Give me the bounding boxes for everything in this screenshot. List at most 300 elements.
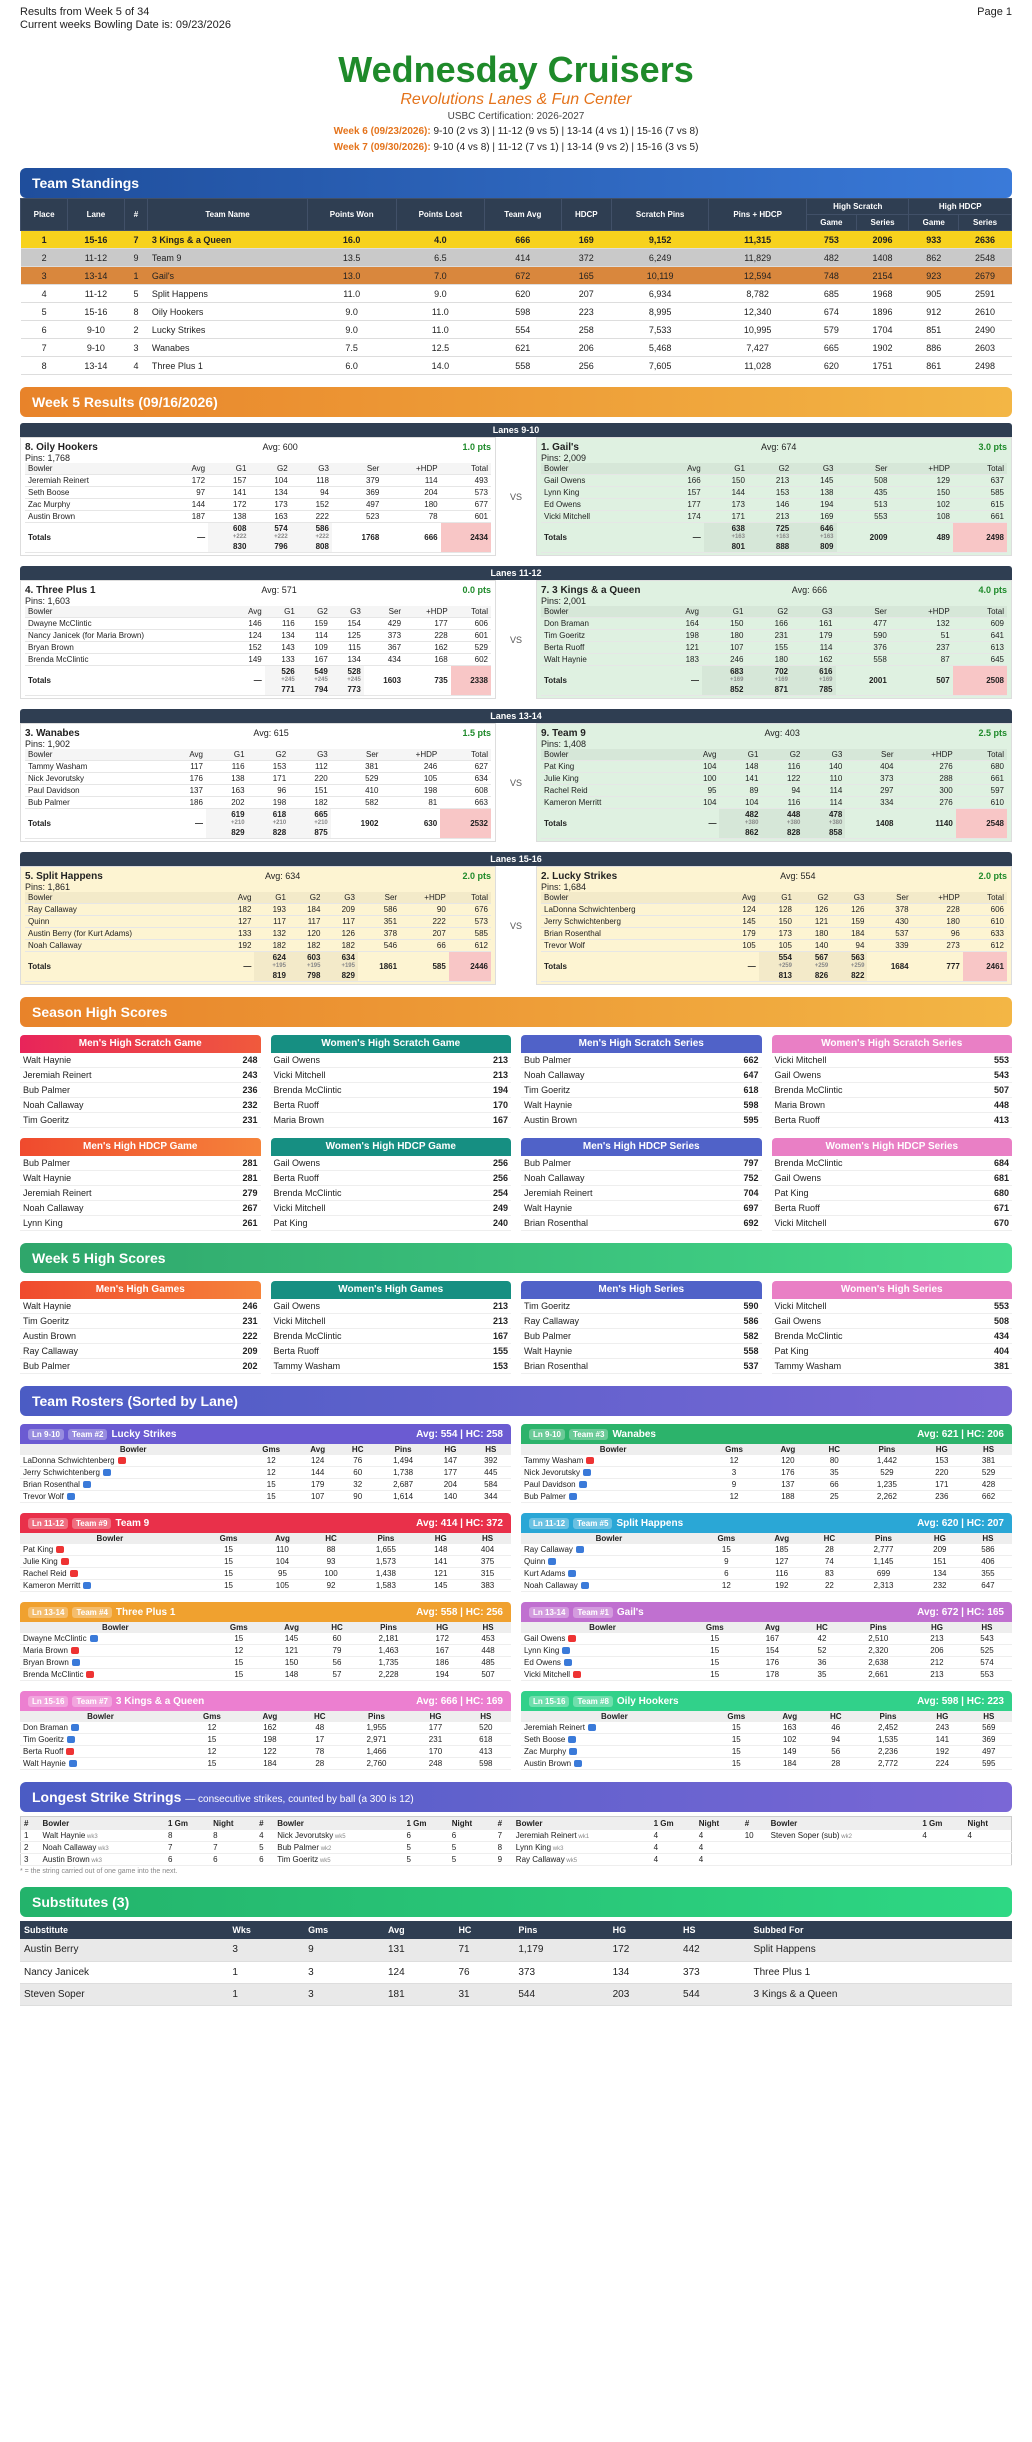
score-value: 671 bbox=[993, 1203, 1009, 1213]
string-night: 4 bbox=[696, 1854, 742, 1866]
standings-header: Team Standings bbox=[20, 168, 1012, 198]
score-cell: 641 bbox=[953, 630, 1007, 642]
high-score-row bbox=[271, 1113, 512, 1128]
scratch-game-total: 586 bbox=[315, 524, 329, 533]
score-cell: Quinn bbox=[25, 916, 220, 928]
totals-cell: 1861 bbox=[358, 952, 400, 982]
high-score-row bbox=[772, 1083, 1013, 1098]
roster-title bbox=[529, 1696, 679, 1707]
score-cell: 300 bbox=[897, 785, 956, 797]
roster-col-header: HS bbox=[965, 1444, 1012, 1455]
roster-cell: 224 bbox=[919, 1758, 965, 1770]
totals-cell: Totals bbox=[541, 809, 677, 839]
roster-col-header: HS bbox=[964, 1533, 1012, 1544]
roster-title bbox=[28, 1607, 175, 1618]
roster-cell: 12 bbox=[705, 1455, 763, 1467]
scratch-game-total: 624 bbox=[272, 953, 286, 962]
score-col-header: G1 bbox=[702, 606, 747, 618]
standings-cell: 912 bbox=[909, 303, 959, 321]
standings-cell: 748 bbox=[807, 267, 857, 285]
score-value: 194 bbox=[492, 1085, 508, 1095]
team-avg: Avg: 403 bbox=[764, 728, 800, 738]
high-score-row bbox=[521, 1171, 762, 1186]
score-cell: 179 bbox=[722, 928, 758, 940]
team-name: 5. Split Happens bbox=[25, 871, 103, 882]
totals-cell: 1684 bbox=[867, 952, 911, 982]
roster-cell: 2,777 bbox=[851, 1544, 916, 1556]
male-icon bbox=[103, 1469, 111, 1476]
high-score-row bbox=[521, 1113, 762, 1128]
roster-cell: 121 bbox=[417, 1568, 464, 1580]
male-icon bbox=[69, 1760, 77, 1767]
high-score-row bbox=[271, 1329, 512, 1344]
score-col-header: Avg bbox=[167, 463, 209, 475]
roster-cell: 149 bbox=[765, 1746, 815, 1758]
roster-col-header: Bowler bbox=[20, 1533, 200, 1544]
string-night: 5 bbox=[449, 1854, 495, 1866]
high-score-row bbox=[271, 1083, 512, 1098]
score-cell: 183 bbox=[657, 654, 702, 666]
score-cell: 493 bbox=[441, 475, 491, 487]
score-col-header: G3 bbox=[289, 749, 331, 761]
roster-cell: 167 bbox=[419, 1645, 465, 1657]
high-score-card-title: Women's High HDCP Series bbox=[772, 1138, 1013, 1156]
roster-cell: 232 bbox=[916, 1580, 964, 1592]
score-col-header: +HDP bbox=[382, 463, 440, 475]
subs-col-header: Substitute bbox=[20, 1921, 228, 1939]
standings-cell: 9.0 bbox=[307, 321, 396, 339]
roster-cell: 17 bbox=[297, 1734, 343, 1746]
score-cell: 367 bbox=[364, 642, 404, 654]
hdcp-game-total: 871 bbox=[774, 685, 788, 694]
game-hdcp: +169 bbox=[774, 677, 788, 683]
roster-cell: 1,145 bbox=[851, 1556, 916, 1568]
team-pins: Pins: 1,861 bbox=[25, 882, 71, 892]
standings-cell: 933 bbox=[909, 231, 959, 249]
score-value: 202 bbox=[242, 1361, 258, 1371]
score-cell: 508 bbox=[837, 475, 891, 487]
score-cell: 176 bbox=[164, 773, 206, 785]
roster-cell: 122 bbox=[243, 1746, 297, 1758]
game-hdcp: +163 bbox=[775, 534, 790, 540]
bowler-name: Bub Palmer bbox=[524, 1331, 572, 1341]
roster-cell: 145 bbox=[267, 1633, 316, 1645]
strings-head-row bbox=[21, 1817, 1012, 1831]
score-col-header: G2 bbox=[746, 606, 791, 618]
score-cell: 434 bbox=[364, 654, 404, 666]
roster-cell: 1,573 bbox=[354, 1556, 417, 1568]
high-score-row bbox=[271, 1068, 512, 1083]
score-value: 662 bbox=[743, 1055, 759, 1065]
score-value: 222 bbox=[242, 1331, 258, 1341]
team-name: 8. Oily Hookers bbox=[25, 442, 98, 453]
bowler-name: Brian Rosenthal bbox=[524, 1361, 589, 1371]
score-cell: 138 bbox=[792, 487, 836, 499]
score-col-header: G2 bbox=[761, 749, 803, 761]
totals-cell: — bbox=[722, 952, 758, 982]
game-hdcp: +210 bbox=[314, 820, 328, 826]
high-score-row bbox=[521, 1053, 762, 1068]
team-points: 2.5 pts bbox=[978, 728, 1007, 738]
roster-head-row bbox=[521, 1711, 1012, 1722]
score-cell: 114 bbox=[803, 785, 845, 797]
totals-cell: Totals bbox=[25, 523, 167, 553]
string-rank: 6 bbox=[256, 1854, 274, 1866]
roster-col-header: Pins bbox=[851, 1533, 916, 1544]
roster-row bbox=[20, 1479, 511, 1491]
standings-col-header: High HDCP bbox=[909, 199, 1012, 215]
score-value: 681 bbox=[993, 1173, 1009, 1183]
male-icon bbox=[579, 1481, 587, 1488]
score-cell: 133 bbox=[220, 928, 255, 940]
bowler-name: Gail Owens bbox=[774, 1316, 822, 1326]
standings-cell: Three Plus 1 bbox=[148, 357, 307, 375]
string-one-game: 6 bbox=[403, 1830, 448, 1842]
standings-cell: 9,152 bbox=[611, 231, 708, 249]
totals-cell: 630 bbox=[381, 809, 440, 839]
score-col-header: Avg bbox=[677, 749, 719, 761]
roster-header bbox=[521, 1691, 1012, 1711]
score-cell: 182 bbox=[323, 940, 358, 952]
sub-row bbox=[20, 1961, 1012, 1983]
score-col-header: +HDP bbox=[404, 606, 451, 618]
game-hdcp: +169 bbox=[729, 677, 744, 683]
standings-cell: 2154 bbox=[856, 267, 909, 285]
roster-row bbox=[20, 1657, 511, 1669]
lane-chip: Ln 13-14 bbox=[28, 1607, 68, 1618]
roster-bowler: Gail Owens bbox=[521, 1633, 684, 1645]
roster-cell: 569 bbox=[966, 1722, 1012, 1734]
totals-cell: 1768 bbox=[332, 523, 382, 553]
roster-cell: 12 bbox=[705, 1491, 763, 1503]
standings-cell: 861 bbox=[909, 357, 959, 375]
bowler-row bbox=[541, 499, 1007, 511]
score-value: 281 bbox=[242, 1173, 258, 1183]
totals-cell: — bbox=[232, 666, 265, 696]
score-cell: 126 bbox=[795, 904, 831, 916]
roster-team-name: Team 9 bbox=[115, 1517, 150, 1529]
roster-title bbox=[28, 1429, 177, 1440]
roster-row bbox=[521, 1556, 1012, 1568]
high-score-row bbox=[772, 1299, 1013, 1314]
sub-cell: 3 bbox=[304, 1961, 384, 1983]
score-cell: 202 bbox=[206, 797, 248, 809]
roster-avg: Avg: 558 | HC: 256 bbox=[416, 1606, 503, 1618]
standings-cell: 207 bbox=[561, 285, 611, 303]
roster-cell: 529 bbox=[856, 1467, 919, 1479]
roster-cell: 248 bbox=[410, 1758, 460, 1770]
score-value: 167 bbox=[492, 1115, 508, 1125]
string-night bbox=[965, 1842, 1012, 1854]
game-hdcp: +380 bbox=[744, 820, 759, 826]
score-value: 434 bbox=[993, 1331, 1009, 1341]
female-icon bbox=[71, 1647, 79, 1654]
score-col-header: Ser bbox=[837, 463, 891, 475]
roster-cell: 1,955 bbox=[343, 1722, 411, 1734]
high-score-row bbox=[521, 1299, 762, 1314]
score-cell: 645 bbox=[953, 654, 1007, 666]
totals-cell: — bbox=[167, 523, 209, 553]
roster-cell: 15 bbox=[200, 1580, 258, 1592]
score-cell: 373 bbox=[845, 773, 896, 785]
score-cell: 376 bbox=[836, 642, 890, 654]
score-cell: 146 bbox=[232, 618, 265, 630]
bowler-name: Vicki Mitchell bbox=[273, 1203, 326, 1213]
roster-bowler: Berta Ruoff bbox=[20, 1746, 181, 1758]
standings-cell: 666 bbox=[485, 231, 562, 249]
high-score-row bbox=[20, 1186, 261, 1201]
score-cell: Nancy Janicek (for Maria Brown) bbox=[25, 630, 232, 642]
game-hdcp: +195 bbox=[272, 963, 286, 969]
roster-cell: 144 bbox=[296, 1467, 339, 1479]
bowler-row bbox=[541, 785, 1007, 797]
string-week: wk3 bbox=[551, 1846, 564, 1852]
high-score-card-title: Women's High Games bbox=[271, 1281, 512, 1299]
bowler-name: Maria Brown bbox=[273, 1115, 325, 1125]
bowler-row bbox=[541, 797, 1007, 809]
score-cell: 51 bbox=[890, 630, 953, 642]
scratch-game-total: 619 bbox=[231, 810, 245, 819]
roster-row bbox=[20, 1722, 511, 1734]
hdcp-game-total: 771 bbox=[281, 685, 295, 694]
standings-cell: 665 bbox=[807, 339, 857, 357]
totals-row bbox=[541, 952, 1007, 982]
totals-cell bbox=[831, 952, 867, 982]
high-score-row bbox=[20, 1201, 261, 1216]
score-col-header: G1 bbox=[265, 606, 298, 618]
standings-cell: 1408 bbox=[856, 249, 909, 267]
bowler-row bbox=[25, 761, 491, 773]
standings-cell: 905 bbox=[909, 285, 959, 303]
score-value: 213 bbox=[492, 1070, 508, 1080]
high-score-row bbox=[772, 1171, 1013, 1186]
roster-cell: 60 bbox=[316, 1633, 358, 1645]
score-value: 256 bbox=[492, 1158, 508, 1168]
score-col-header: G2 bbox=[248, 749, 290, 761]
roster-cell: 15 bbox=[181, 1734, 243, 1746]
standings-cell: 1968 bbox=[856, 285, 909, 303]
bowler-name: Bub Palmer bbox=[23, 1085, 71, 1095]
roster-cell: 167 bbox=[746, 1633, 800, 1645]
score-cell: Don Braman bbox=[541, 618, 657, 630]
bowler-name: Berta Ruoff bbox=[273, 1173, 319, 1183]
week6-pairs: 9-10 (2 vs 3) | 11-12 (9 vs 5) | 13-14 (4 vs 1) | 15-16 (7 vs 8) bbox=[433, 126, 699, 137]
score-value: 684 bbox=[993, 1158, 1009, 1168]
high-score-card bbox=[521, 1035, 762, 1128]
bowler-name: Brenda McClintic bbox=[273, 1188, 342, 1198]
team-result-header bbox=[541, 442, 1007, 453]
roster-card bbox=[521, 1424, 1012, 1503]
roster-cell: 497 bbox=[966, 1746, 1012, 1758]
score-cell: 297 bbox=[845, 785, 896, 797]
roster-row bbox=[521, 1758, 1012, 1770]
score-cell: 153 bbox=[748, 487, 792, 499]
score-value: 381 bbox=[993, 1361, 1009, 1371]
roster-cell: 36 bbox=[799, 1657, 844, 1669]
score-cell: 209 bbox=[323, 904, 358, 916]
high-score-row bbox=[271, 1299, 512, 1314]
roster-header bbox=[521, 1602, 1012, 1622]
roster-cell: 177 bbox=[410, 1722, 460, 1734]
female-icon bbox=[61, 1558, 69, 1565]
strings-col-header: Bowler bbox=[274, 1817, 403, 1831]
string-night: 4 bbox=[965, 1830, 1012, 1842]
score-col-header: Ser bbox=[358, 892, 400, 904]
score-value: 261 bbox=[242, 1218, 258, 1228]
score-cell: 180 bbox=[702, 630, 747, 642]
bowler-row bbox=[541, 904, 1007, 916]
roster-cell: 1,494 bbox=[376, 1455, 430, 1467]
roster-cell: 369 bbox=[966, 1734, 1012, 1746]
score-cell: Jerry Schwichtenberg bbox=[541, 916, 722, 928]
lane-pair-bar: Lanes 11-12 bbox=[20, 566, 1012, 580]
score-cell: 117 bbox=[323, 916, 358, 928]
bowler-row bbox=[25, 487, 491, 499]
strings-col-header: 1 Gm bbox=[651, 1817, 696, 1831]
team-result bbox=[536, 866, 1012, 985]
score-cell: 127 bbox=[220, 916, 255, 928]
roster-row bbox=[521, 1633, 1012, 1645]
roster-cell: 184 bbox=[765, 1758, 815, 1770]
bowler-name: Lynn King bbox=[23, 1218, 63, 1228]
score-cell: 351 bbox=[358, 916, 400, 928]
score-cell: 182 bbox=[220, 904, 255, 916]
totals-row bbox=[25, 523, 491, 553]
roster-bowler: Rachel Reid bbox=[20, 1568, 200, 1580]
roster-cell: 192 bbox=[756, 1580, 808, 1592]
bowler-row bbox=[541, 475, 1007, 487]
score-cell: 177 bbox=[659, 499, 704, 511]
roster-row bbox=[20, 1467, 511, 1479]
male-icon bbox=[574, 1760, 582, 1767]
hdcp-game-total: 829 bbox=[231, 828, 245, 837]
score-cell: 590 bbox=[836, 630, 890, 642]
score-col-header: Bowler bbox=[25, 892, 220, 904]
standings-cell: 14.0 bbox=[396, 357, 484, 375]
roster-cell: 2,236 bbox=[857, 1746, 919, 1758]
string-one-game bbox=[919, 1854, 964, 1866]
game-hdcp: +210 bbox=[272, 820, 287, 826]
score-value: 249 bbox=[492, 1203, 508, 1213]
roster-cell: 177 bbox=[430, 1467, 470, 1479]
score-cell: Berta Ruoff bbox=[541, 642, 657, 654]
roster-col-header: HS bbox=[966, 1711, 1012, 1722]
team-number-chip: Team #2 bbox=[68, 1429, 107, 1440]
strike-strings-footnote: * = the string carried out of one game into the next. bbox=[20, 1868, 178, 1875]
string-bowler: Noah Callaway wk3 bbox=[40, 1842, 165, 1854]
roster-col-header: Avg bbox=[243, 1711, 297, 1722]
score-value: 618 bbox=[743, 1085, 759, 1095]
score-cell: 126 bbox=[831, 904, 867, 916]
score-cell: 144 bbox=[704, 487, 748, 499]
score-cell: 116 bbox=[761, 797, 803, 809]
sub-cell: 544 bbox=[514, 1983, 608, 2005]
roster-col-header: HS bbox=[471, 1444, 511, 1455]
score-head-row bbox=[541, 892, 1007, 904]
roster-cell: 213 bbox=[912, 1633, 962, 1645]
string-night: 6 bbox=[210, 1854, 256, 1866]
roster-cell: 178 bbox=[746, 1669, 800, 1681]
score-cell: 96 bbox=[912, 928, 963, 940]
roster-cell: 15 bbox=[708, 1746, 765, 1758]
score-cell: 105 bbox=[381, 773, 440, 785]
sub-cell: 124 bbox=[384, 1961, 454, 1983]
standings-cell: 7.0 bbox=[396, 267, 484, 285]
roster-cell: 2,320 bbox=[845, 1645, 912, 1657]
score-cell: 144 bbox=[167, 499, 209, 511]
sub-cell: 9 bbox=[304, 1939, 384, 1961]
high-score-row bbox=[521, 1068, 762, 1083]
score-cell: 609 bbox=[953, 618, 1007, 630]
roster-cell: 141 bbox=[919, 1734, 965, 1746]
score-cell: 97 bbox=[167, 487, 209, 499]
score-cell: 213 bbox=[748, 511, 792, 523]
team-number-chip: Team #1 bbox=[573, 1607, 612, 1618]
roster-team-name: Three Plus 1 bbox=[115, 1606, 176, 1618]
score-cell: 125 bbox=[331, 630, 364, 642]
team-points: 1.5 pts bbox=[462, 728, 491, 738]
roster-cell: 107 bbox=[296, 1491, 339, 1503]
roster-card bbox=[521, 1513, 1012, 1592]
roster-cell: 15 bbox=[684, 1669, 745, 1681]
score-cell: Julie King bbox=[541, 773, 677, 785]
totals-cell: Totals bbox=[25, 952, 220, 982]
roster-cell: 150 bbox=[267, 1657, 316, 1669]
lane-chip: Ln 13-14 bbox=[529, 1607, 569, 1618]
roster-cell: 56 bbox=[815, 1746, 857, 1758]
score-cell: 222 bbox=[400, 916, 449, 928]
totals-cell: 2001 bbox=[836, 666, 890, 696]
roster-cell: 699 bbox=[851, 1568, 916, 1580]
totals-cell bbox=[298, 666, 331, 696]
team-number-chip: Team #8 bbox=[573, 1696, 612, 1707]
lane-chip: Ln 15-16 bbox=[529, 1696, 569, 1707]
score-cell: 676 bbox=[449, 904, 491, 916]
subs-col-header: HG bbox=[609, 1921, 679, 1939]
roster-cell: 204 bbox=[430, 1479, 470, 1491]
bowler-name: Pat King bbox=[774, 1346, 809, 1356]
roster-header bbox=[20, 1691, 511, 1711]
center-name: Revolutions Lanes & Fun Center bbox=[400, 91, 632, 108]
score-cell: 117 bbox=[164, 761, 206, 773]
week7-label: Week 7 (09/30/2026): bbox=[333, 142, 431, 153]
bowler-row bbox=[541, 511, 1007, 523]
score-cell: 288 bbox=[897, 773, 956, 785]
score-cell: Lynn King bbox=[541, 487, 659, 499]
score-cell: 150 bbox=[704, 475, 748, 487]
score-col-header: G1 bbox=[704, 463, 748, 475]
bowler-name: Noah Callaway bbox=[23, 1203, 84, 1213]
high-score-row bbox=[271, 1201, 512, 1216]
standings-col-header: Lane bbox=[68, 199, 124, 231]
high-score-card bbox=[521, 1281, 762, 1374]
roster-bowler: Quinn bbox=[521, 1556, 697, 1568]
roster-cell: 92 bbox=[308, 1580, 355, 1592]
standings-cell: 10,995 bbox=[709, 321, 807, 339]
standings-cell: 579 bbox=[807, 321, 857, 339]
roster-bowler: Brian Rosenthal bbox=[20, 1479, 246, 1491]
bowler-name: Pat King bbox=[774, 1188, 809, 1198]
totals-cell bbox=[265, 666, 298, 696]
team-number-chip: Team #5 bbox=[573, 1518, 612, 1529]
score-cell: 582 bbox=[331, 797, 382, 809]
score-value: 240 bbox=[492, 1218, 508, 1228]
bowler-name: Jeremiah Reinert bbox=[524, 1188, 593, 1198]
roster-cell: 188 bbox=[763, 1491, 813, 1503]
vs-label: VS bbox=[509, 920, 522, 931]
score-col-header: G3 bbox=[792, 463, 836, 475]
standings-cell: 12.5 bbox=[396, 339, 484, 357]
